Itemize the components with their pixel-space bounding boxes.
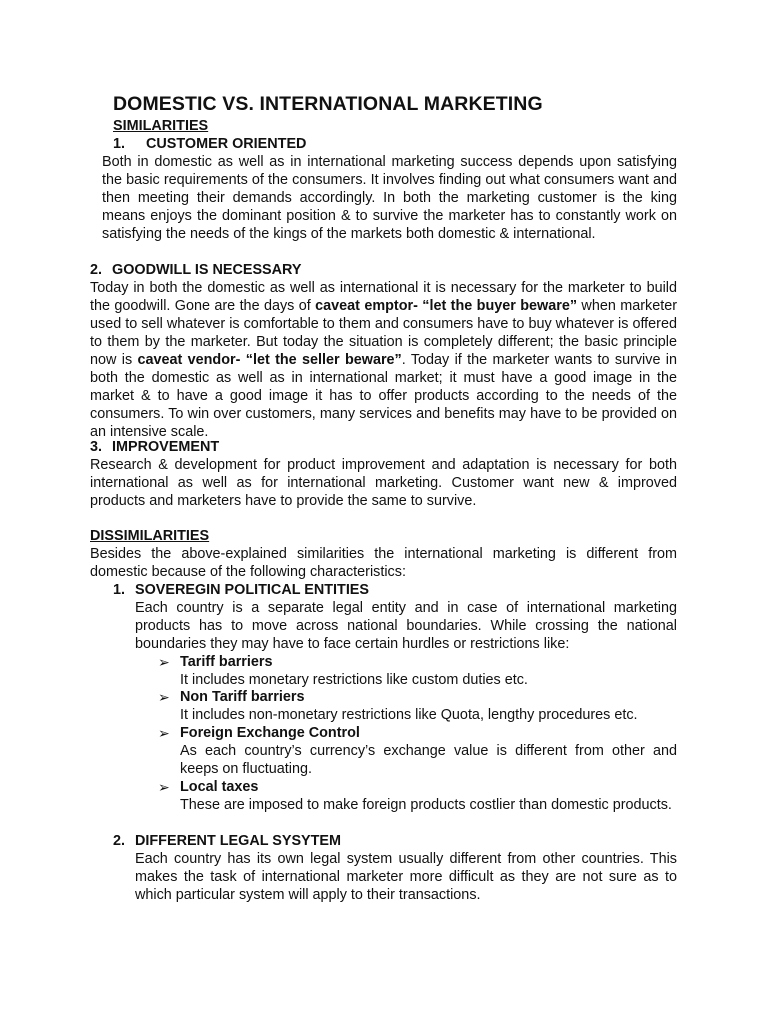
bullet-foreign-exchange-control [158, 724, 677, 778]
similarity-2-text-part-2: when marketer used to sell whatever is comfortable to them and consumers have to buy whatever is offered to them by the marketer. But today the situation is completely different; the basic principle now is [90, 298, 677, 368]
dissimilarity-1-title: SOVEREGIN POLITICAL ENTITIES [135, 582, 370, 598]
bullet-title: Tariff barriers [180, 654, 273, 670]
bullet-text: As each country’s currency’s exchange value is different from other and keeps on fluctuating. [180, 743, 677, 777]
bullet-text: It includes non-monetary restrictions like Quota, lengthy procedures etc. [180, 707, 638, 723]
similarity-3-number: 3. [90, 439, 103, 455]
dissimilarity-2-text: Each country has its own legal system usually different from other countries. This makes the task of international marketer more difficult as they are not sure as to which particular system will apply to their transactions. [135, 851, 677, 903]
dissimilarity-1-text: Each country is a separate legal entity and in case of international marketing products has to move across national boundaries. While crossing the national boundaries they may have to face certain hurdles or restrictions like: [135, 600, 677, 652]
similarity-1-number: 1. [113, 136, 126, 152]
arrow-bullet-icon: ➢ [158, 779, 170, 795]
arrow-bullet-icon: ➢ [158, 654, 170, 670]
similarity-2-text-part-1: Today in both the domestic as well as international it is necessary for the marketer to build the goodwill. Gone are the days of [90, 280, 677, 314]
bullet-tariff-barriers [158, 653, 677, 689]
similarity-2-text [90, 279, 677, 441]
bullet-non-tariff-barriers [158, 688, 677, 724]
bullet-title: Non Tariff barriers [180, 689, 305, 705]
caveat-vendor-phrase: caveat vendor- “let the seller beware” [137, 352, 402, 368]
bullet-text: These are imposed to make foreign products costlier than domestic products. [180, 797, 672, 813]
bullet-title: Foreign Exchange Control [180, 725, 360, 741]
bullet-text: It includes monetary restrictions like custom duties etc. [180, 672, 528, 688]
similarity-2-number: 2. [90, 262, 103, 278]
bullet-title: Local taxes [180, 779, 259, 795]
dissimilarities-intro: Besides the above-explained similarities the international marketing is different from domestic because of the following characteristics: [90, 546, 677, 580]
bullet-local-taxes [158, 778, 677, 814]
caveat-emptor-phrase: caveat emptor- “let the buyer beware” [315, 298, 578, 314]
similarity-1-text: Both in domestic as well as in international marketing success depends upon satisfying the basic requirements of the consumers. It involves finding out what consumers want and then meeting their demands accordingly. In both the marketing customer is the king means enjoys the dominant position & to survive the marketer has to constantly work on satisfying the needs of the kings of the markets both domestic & international. [102, 154, 677, 242]
dissimilarity-2-heading [113, 832, 341, 850]
similarity-1-heading [113, 135, 306, 153]
dissimilarity-1-number: 1. [113, 582, 126, 598]
dissimilarity-2-title: DIFFERENT LEGAL SYSYTEM [135, 833, 342, 849]
similarity-2-title: GOODWILL IS NECESSARY [112, 262, 302, 278]
similarity-3-title: IMPROVEMENT [112, 439, 220, 455]
similarity-2-heading [90, 261, 302, 279]
arrow-bullet-icon: ➢ [158, 725, 170, 741]
page-title: DOMESTIC VS. INTERNATIONAL MARKETING [113, 93, 543, 115]
similarity-1-title: CUSTOMER ORIENTED [146, 136, 307, 152]
similarities-heading: SIMILARITIES [113, 118, 209, 134]
dissimilarities-heading: DISSIMILARITIES [90, 528, 210, 544]
arrow-bullet-icon: ➢ [158, 689, 170, 705]
dissimilarity-2-number: 2. [113, 833, 126, 849]
similarity-3-heading [90, 438, 219, 456]
similarity-3-text: Research & development for product improvement and adaptation is necessary for both international as well as for international marketing. Customer want new & improved products and marketers have to provide the same to survive. [90, 457, 677, 509]
similarity-2-text-part-3: . Today if the marketer wants to survive in both the domestic as well as in international market; it must have a good image in the market & to have a good image it has to offer products according to the needs of the consumers. To win over customers, many services and benefits may have to be provided on an intensive scale. [90, 352, 677, 440]
dissimilarity-1-heading [113, 581, 369, 599]
